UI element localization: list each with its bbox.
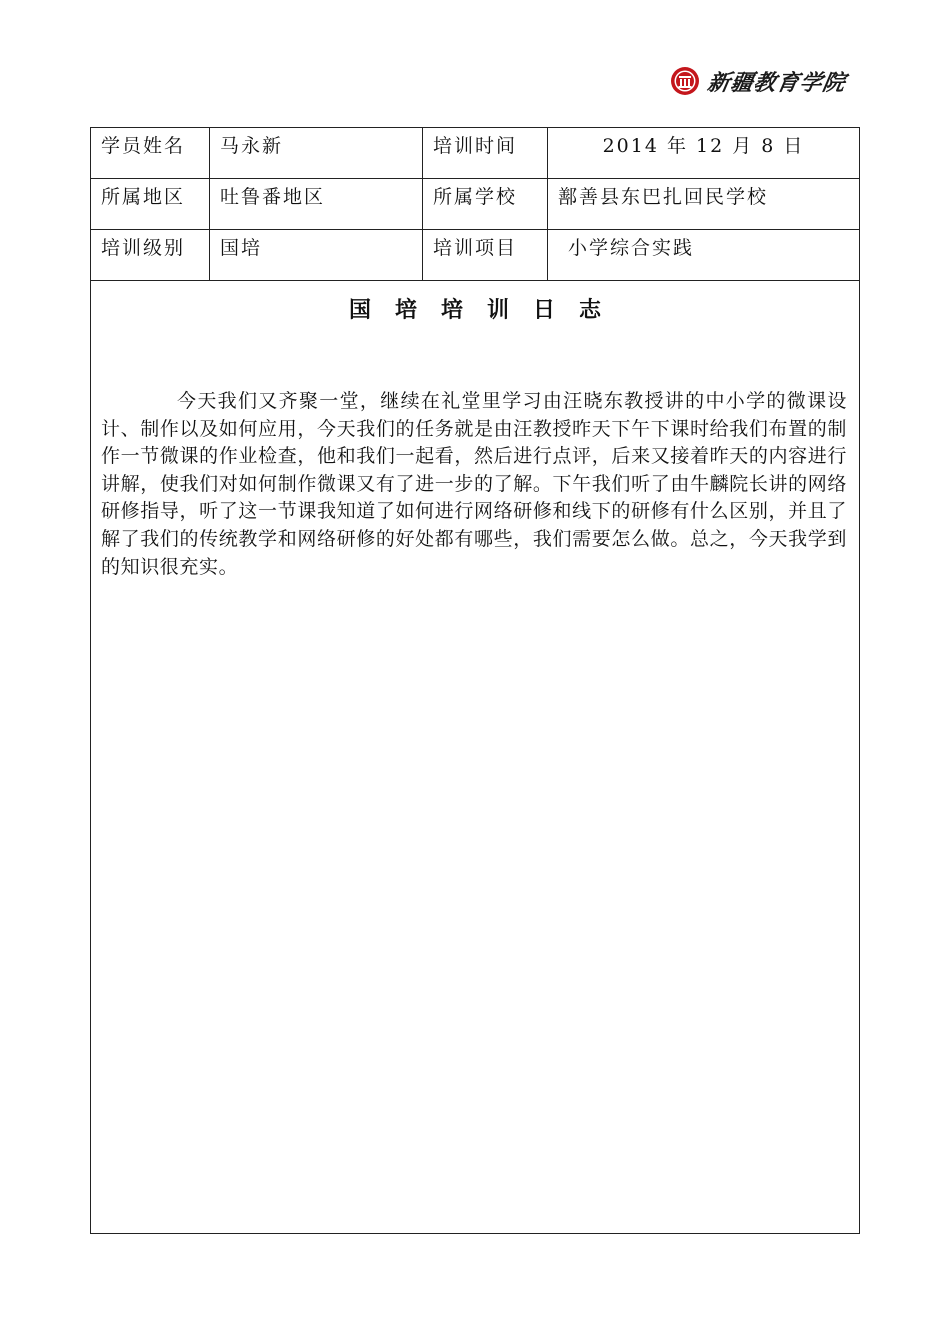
form-row-training bbox=[91, 230, 860, 281]
label-region: 所属地区 bbox=[101, 186, 186, 208]
value-school: 鄯善县东巴扎回民学校 bbox=[558, 186, 769, 208]
value-cell bbox=[210, 230, 423, 281]
school-seal-icon bbox=[670, 66, 700, 96]
label-cell bbox=[423, 128, 548, 179]
value-region: 吐鲁番地区 bbox=[220, 186, 326, 208]
label-training-level: 培训级别 bbox=[101, 237, 186, 259]
label-training-time: 培训时间 bbox=[433, 135, 518, 157]
label-cell bbox=[91, 128, 210, 179]
value-cell bbox=[548, 179, 860, 230]
log-title: 国培培训日志 bbox=[348, 297, 625, 323]
value-student-name: 马永新 bbox=[220, 135, 284, 157]
value-cell bbox=[548, 230, 860, 281]
log-body: 今天我们又齐聚一堂，继续在礼堂里学习由汪晓东教授讲的中小学的微课设计、制作以及如何应用，今天我们的任务就是由汪教授昨天下午下课时给我们布置的制作一节微课的作业检查，他和我们一起看，然后进行点评，后来又接着昨天的内容进行讲解，使我们对如何制作微课又有了进一步的了解。下午我们听了由牛麟院长讲的网络研修指导，听了这一节课我知道了如何进行网络研修和线下的研修有什么区别，并且了解了我们的传统教学和网络研修的好处都有哪些，我们需要怎么做。总之，今天我学到的知识很充实。 bbox=[101, 390, 847, 578]
label-cell bbox=[91, 179, 210, 230]
form-row-log bbox=[91, 281, 860, 1234]
value-training-level: 国培 bbox=[220, 237, 263, 259]
label-cell bbox=[91, 230, 210, 281]
label-student-name: 学员姓名 bbox=[101, 135, 186, 157]
value-cell bbox=[210, 128, 423, 179]
form-row-student bbox=[91, 128, 860, 179]
log-cell bbox=[91, 281, 860, 1234]
value-cell bbox=[548, 128, 860, 179]
value-training-time: 2014 年 12 月 8 日 bbox=[602, 135, 805, 157]
label-cell bbox=[423, 230, 548, 281]
label-training-project: 培训项目 bbox=[433, 237, 518, 259]
form-row-location bbox=[91, 179, 860, 230]
school-logo bbox=[670, 64, 849, 98]
label-cell bbox=[423, 179, 548, 230]
label-school: 所属学校 bbox=[433, 186, 518, 208]
training-log-form bbox=[90, 127, 860, 1234]
value-training-project: 小学综合实践 bbox=[568, 237, 695, 259]
value-cell bbox=[210, 179, 423, 230]
logo-wordmark: 新疆教育学院 bbox=[705, 69, 849, 96]
